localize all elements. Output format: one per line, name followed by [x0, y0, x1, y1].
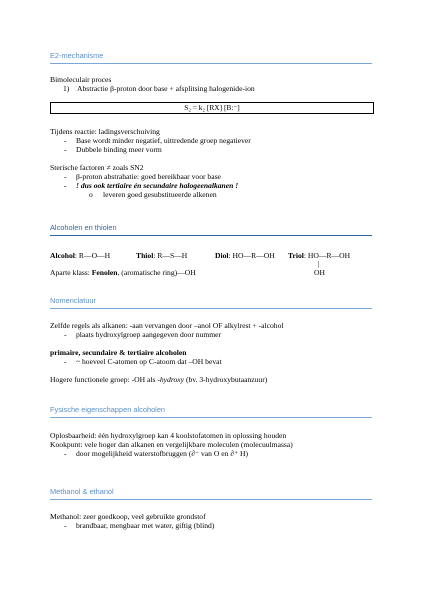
- rate-law-box: [50, 102, 374, 114]
- section-heading-methanol: [50, 487, 372, 500]
- bullet-text-emphasis: ! dus ook tertiaire én secundaire halogeenalkanen !: [76, 181, 239, 190]
- triol-formula-text: : HO—R—OH: [303, 251, 351, 260]
- phenol-prefix: Aparte klass:: [50, 268, 92, 277]
- higher-group-line: [50, 375, 267, 384]
- heading-text: Alcoholen en thiolen: [50, 223, 117, 232]
- triol-branch-bar: |: [318, 259, 320, 268]
- boiling-point-line: Kookpunt: vele hoger dan alkanen en vergelijkbare moleculen (molecuulmassa): [50, 440, 293, 449]
- bullet-dash: -: [64, 357, 67, 366]
- steric-line: Sterische factoren ≠ zoals SN2: [50, 163, 144, 172]
- bullet-text: brandbaar, mengbaar met water, giftig (blind): [76, 521, 215, 530]
- section-heading-nomenclature: [50, 296, 372, 309]
- alcohol-classes-heading: primaire, secundaire & tertiaire alcoholen: [50, 348, 187, 357]
- heading-rule: [50, 417, 372, 418]
- section-heading-physical: [50, 405, 372, 418]
- phenol-suffix: , (aromatische ring)—OH: [117, 268, 196, 277]
- solubility-line: Oplosbaarheid: één hydroxylgroep kan 4 koolstofatomen in oplossing houden: [50, 431, 287, 440]
- bullet-text: Base wordt minder negatief, uittredende groep negatiever: [76, 136, 251, 145]
- nomenclature-line: Zelfde regels als alkanen: -aan vervangen door –anol OF alkylrest + -alcohol: [50, 321, 284, 330]
- bimolecular-line: Bimoleculair proces: [50, 75, 112, 84]
- heading-rule: [50, 308, 372, 309]
- phenol-line: [50, 268, 196, 277]
- higher-italic: -hydroxy: [157, 375, 185, 384]
- heading-text: Fysische eigenschappen alcoholen: [50, 405, 166, 414]
- bullet-dash: -: [64, 330, 67, 339]
- diol-formula-text: : HO—R—OH: [228, 251, 275, 260]
- alcohol-formula-text: : R—O—H: [74, 251, 111, 260]
- higher-suffix: (bv. 3-hydroxybutaanzuur): [184, 375, 268, 384]
- bullet-text: ~ hoeveel C-atomen op C-atoom dat –OH bevat: [76, 357, 222, 366]
- heading-rule: [50, 499, 372, 500]
- bullet-dash: -: [64, 172, 67, 181]
- rate-law-text: S₂ = k₂ [RX] [B:⁻]: [184, 103, 240, 112]
- list-number: 1): [63, 84, 70, 93]
- triol-branch-oh: OH: [314, 268, 325, 277]
- thiol-formula: [136, 251, 187, 260]
- section-heading-alcohols: [50, 223, 372, 236]
- bullet-dash: -: [64, 449, 67, 458]
- section-heading-e2: [50, 51, 372, 64]
- alcohol-label: Alcohol: [50, 251, 75, 260]
- bullet-dash: -: [64, 136, 67, 145]
- sub-bullet-marker: o: [89, 190, 93, 199]
- during-line: Tijdens reactie: ladingsverschuiving: [50, 127, 160, 136]
- higher-prefix: Hogere functionele groep: -OH als: [50, 375, 158, 384]
- phenol-bold: Fenolen: [91, 268, 118, 277]
- bullet-dash: -: [64, 181, 67, 190]
- list-item: Abstractie β-proton door base + afsplitsing halogenide-ion: [77, 84, 255, 93]
- heading-rule: [50, 235, 372, 236]
- sub-bullet-text: leveren goed gesubstitueerde alkenen: [103, 190, 217, 199]
- thiol-formula-text: : R—S—H: [153, 251, 188, 260]
- bullet-dash: -: [64, 521, 67, 530]
- triol-label: Triol: [288, 251, 304, 260]
- heading-text: Methanol & ethanol: [50, 487, 114, 496]
- methanol-line: Methanol: zeer goedkoop, veel gebruikte grondstof: [50, 512, 206, 521]
- bullet-dash: -: [64, 145, 67, 154]
- heading-text: Nomenclatuur: [50, 296, 97, 305]
- alcohol-formula: [50, 251, 110, 260]
- bullet-text: door mogelijkheid waterstofbruggen (∂⁻ van O en ∂⁺ H): [76, 449, 248, 458]
- bullet-text: Dubbele binding meer vorm: [76, 145, 162, 154]
- diol-label: Diol: [215, 251, 229, 260]
- heading-text: E2-mechanisme: [50, 51, 104, 60]
- heading-rule: [50, 63, 372, 64]
- bullet-text: plaats hydroxylgroep aangegeven door nummer: [76, 330, 222, 339]
- thiol-label: Thiol: [136, 251, 154, 260]
- diol-formula: [215, 251, 275, 260]
- bullet-text: β-proton abstrahatie: goed bereikbaar voor base: [76, 172, 221, 181]
